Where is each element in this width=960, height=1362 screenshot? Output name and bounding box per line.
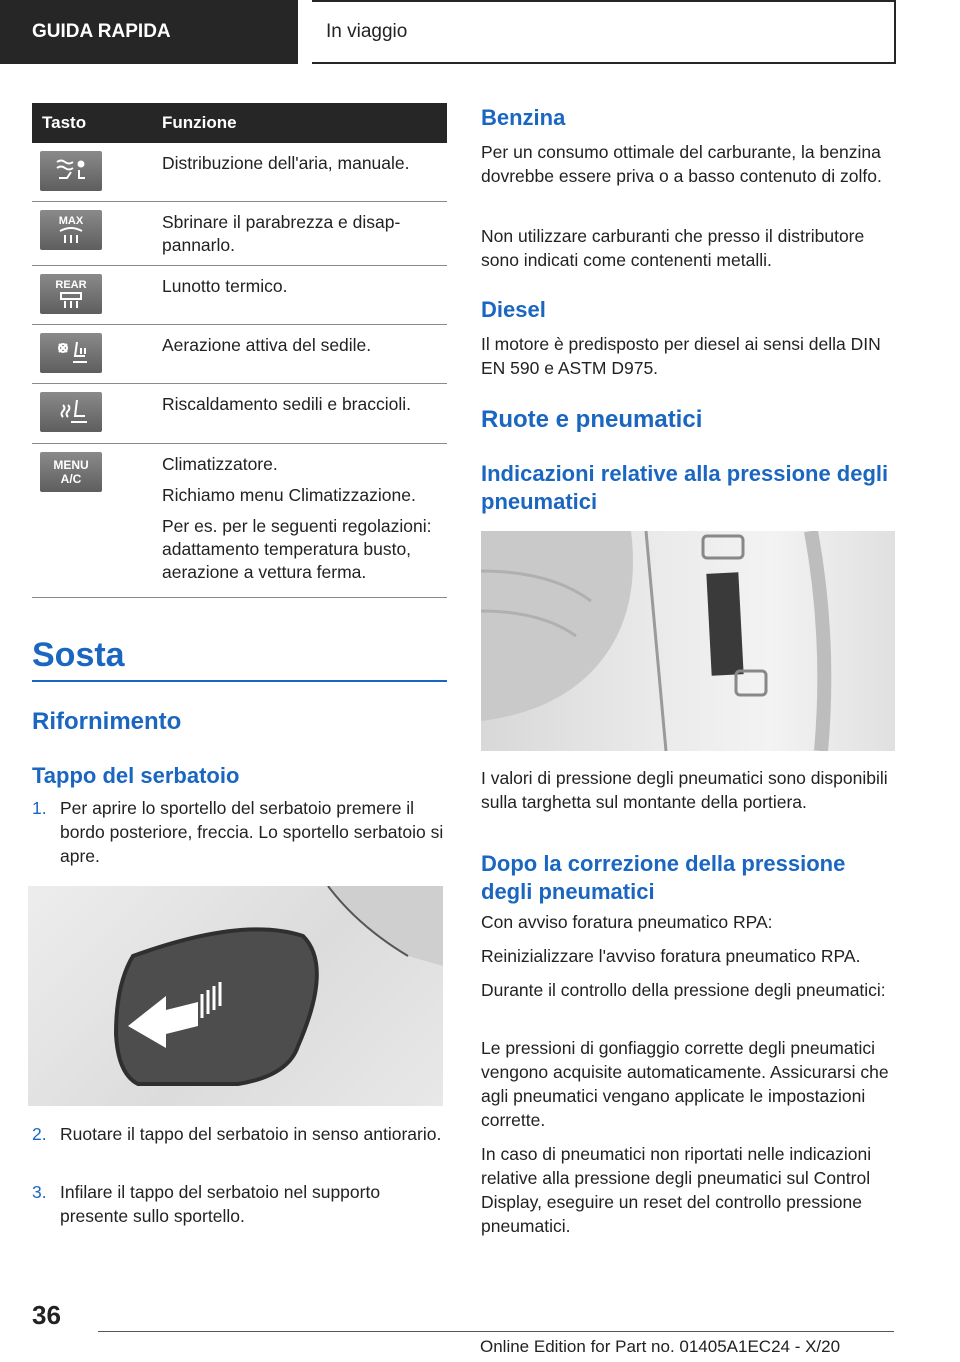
- heading-dopo: Dopo la correzione della pressione degli pneumatici: [481, 851, 846, 904]
- diesel-paragraph: Il motore è predisposto per diesel ai sensi della DIN EN 590 e ASTM D975.: [481, 334, 881, 378]
- heading-sosta: Sosta: [32, 636, 125, 674]
- dopo-paragraph-2: Reinizializzare l'avviso foratura pneumatico RPA.: [481, 946, 861, 966]
- controls-table: [32, 103, 447, 598]
- table-row: [32, 143, 447, 202]
- fuel-door-photo: [28, 886, 443, 1106]
- heading-ruote: Ruote e pneumatici: [481, 406, 703, 433]
- table-row: [32, 202, 447, 266]
- heading-divider: [32, 680, 447, 682]
- key-label: REAR: [55, 279, 87, 291]
- list-item: [32, 1180, 447, 1228]
- list-item: [32, 1122, 447, 1146]
- menu-ac-icon: MENU A/C: [40, 452, 102, 492]
- rear-defrost-icon: [40, 274, 102, 314]
- dopo-paragraph-1: Con avviso foratura pneumatico RPA:: [481, 912, 773, 932]
- table-header: [32, 103, 447, 143]
- list-item: [32, 796, 447, 868]
- row-text: Distribuzione dell'aria, manuale.: [162, 153, 410, 173]
- row-text: Sbrinare il parabrezza e disappannarlo.: [162, 212, 401, 255]
- row-text: Lunotto termico.: [162, 276, 288, 296]
- step-text: Ruotare il tappo del serbatoio in senso antiorario.: [60, 1124, 442, 1144]
- heading-indicazioni: Indicazioni relative alla pressione degli pneumatici: [481, 461, 889, 514]
- indicazioni-paragraph: I valori di pressione degli pneumatici sono disponibili sulla targhetta sul montante della portiera.: [481, 768, 888, 812]
- seat-ventilation-icon: [40, 333, 102, 373]
- benzina-paragraph-2: Non utilizzare carburanti che presso il distributore sono indicati come contenenti metalli.: [481, 226, 865, 270]
- heading-benzina: Benzina: [481, 105, 566, 130]
- table-row: [32, 444, 447, 598]
- row-text: Climatizzatore.: [162, 454, 278, 474]
- row-text: Richiamo menu Climatizzazione.: [162, 485, 416, 505]
- row-text: Per es. per le seguenti regolazioni: adattamento temperatura busto, aerazione a vettura ferma.: [162, 516, 432, 582]
- dopo-paragraph-4: Le pressioni di gonfiaggio corrette degli pneumatici vengono acquisite automaticamente. Assicurarsi che agli pneumatici vengano applicate le impostazioni corrette.: [481, 1038, 889, 1130]
- air-distribution-icon: [40, 151, 102, 191]
- seat-heating-icon: [40, 392, 102, 432]
- header-chapter-label: In viaggio: [326, 21, 408, 42]
- table-row: [32, 384, 447, 444]
- step-number: 3.: [32, 1182, 47, 1202]
- footer-edition: Online Edition for Part no. 01405A1EC24 - X/20: [480, 1337, 841, 1356]
- step-text: Infilare il tappo del serbatoio nel supporto presente sullo sportello.: [60, 1182, 381, 1226]
- dopo-paragraph-3: Durante il controllo della pressione degli pneumatici:: [481, 980, 886, 1000]
- table-row: [32, 325, 447, 384]
- header-section-tab: [0, 0, 298, 64]
- heading-diesel: Diesel: [481, 297, 546, 322]
- dopo-paragraph-5: In caso di pneumatici non riportati nelle indicazioni relative alla pressione degli pneumatici sul Control Display, eseguire un reset del controllo pressione pneumatici.: [481, 1144, 872, 1236]
- col-key-header: Tasto: [42, 113, 87, 132]
- col-func-header: Funzione: [162, 113, 237, 132]
- row-text: Aerazione attiva del sedile.: [162, 335, 372, 355]
- benzina-paragraph: Per un consumo ottimale del carburante, la benzina dovrebbe essere priva o a basso contenuto di zolfo.: [481, 142, 882, 186]
- heading-rifornimento: Rifornimento: [32, 708, 182, 735]
- header-chapter-tab: [312, 0, 896, 64]
- table-row: [32, 266, 447, 325]
- max-defrost-icon: [40, 210, 102, 250]
- footer-divider: [98, 1331, 894, 1332]
- header-section-label: GUIDA RAPIDA: [32, 21, 171, 42]
- door-pillar-photo: [481, 531, 895, 751]
- step-number: 1.: [32, 798, 47, 818]
- row-text: Riscaldamento sedili e braccioli.: [162, 394, 411, 414]
- step-text: Per aprire lo sportello del serbatoio premere il bordo posteriore, freccia. Lo sportello serbatoio si apre.: [60, 798, 444, 866]
- page-number: 36: [32, 1300, 61, 1330]
- step-number: 2.: [32, 1124, 47, 1144]
- heading-tappo: Tappo del serbatoio: [32, 763, 240, 788]
- key-label: MAX: [58, 215, 84, 227]
